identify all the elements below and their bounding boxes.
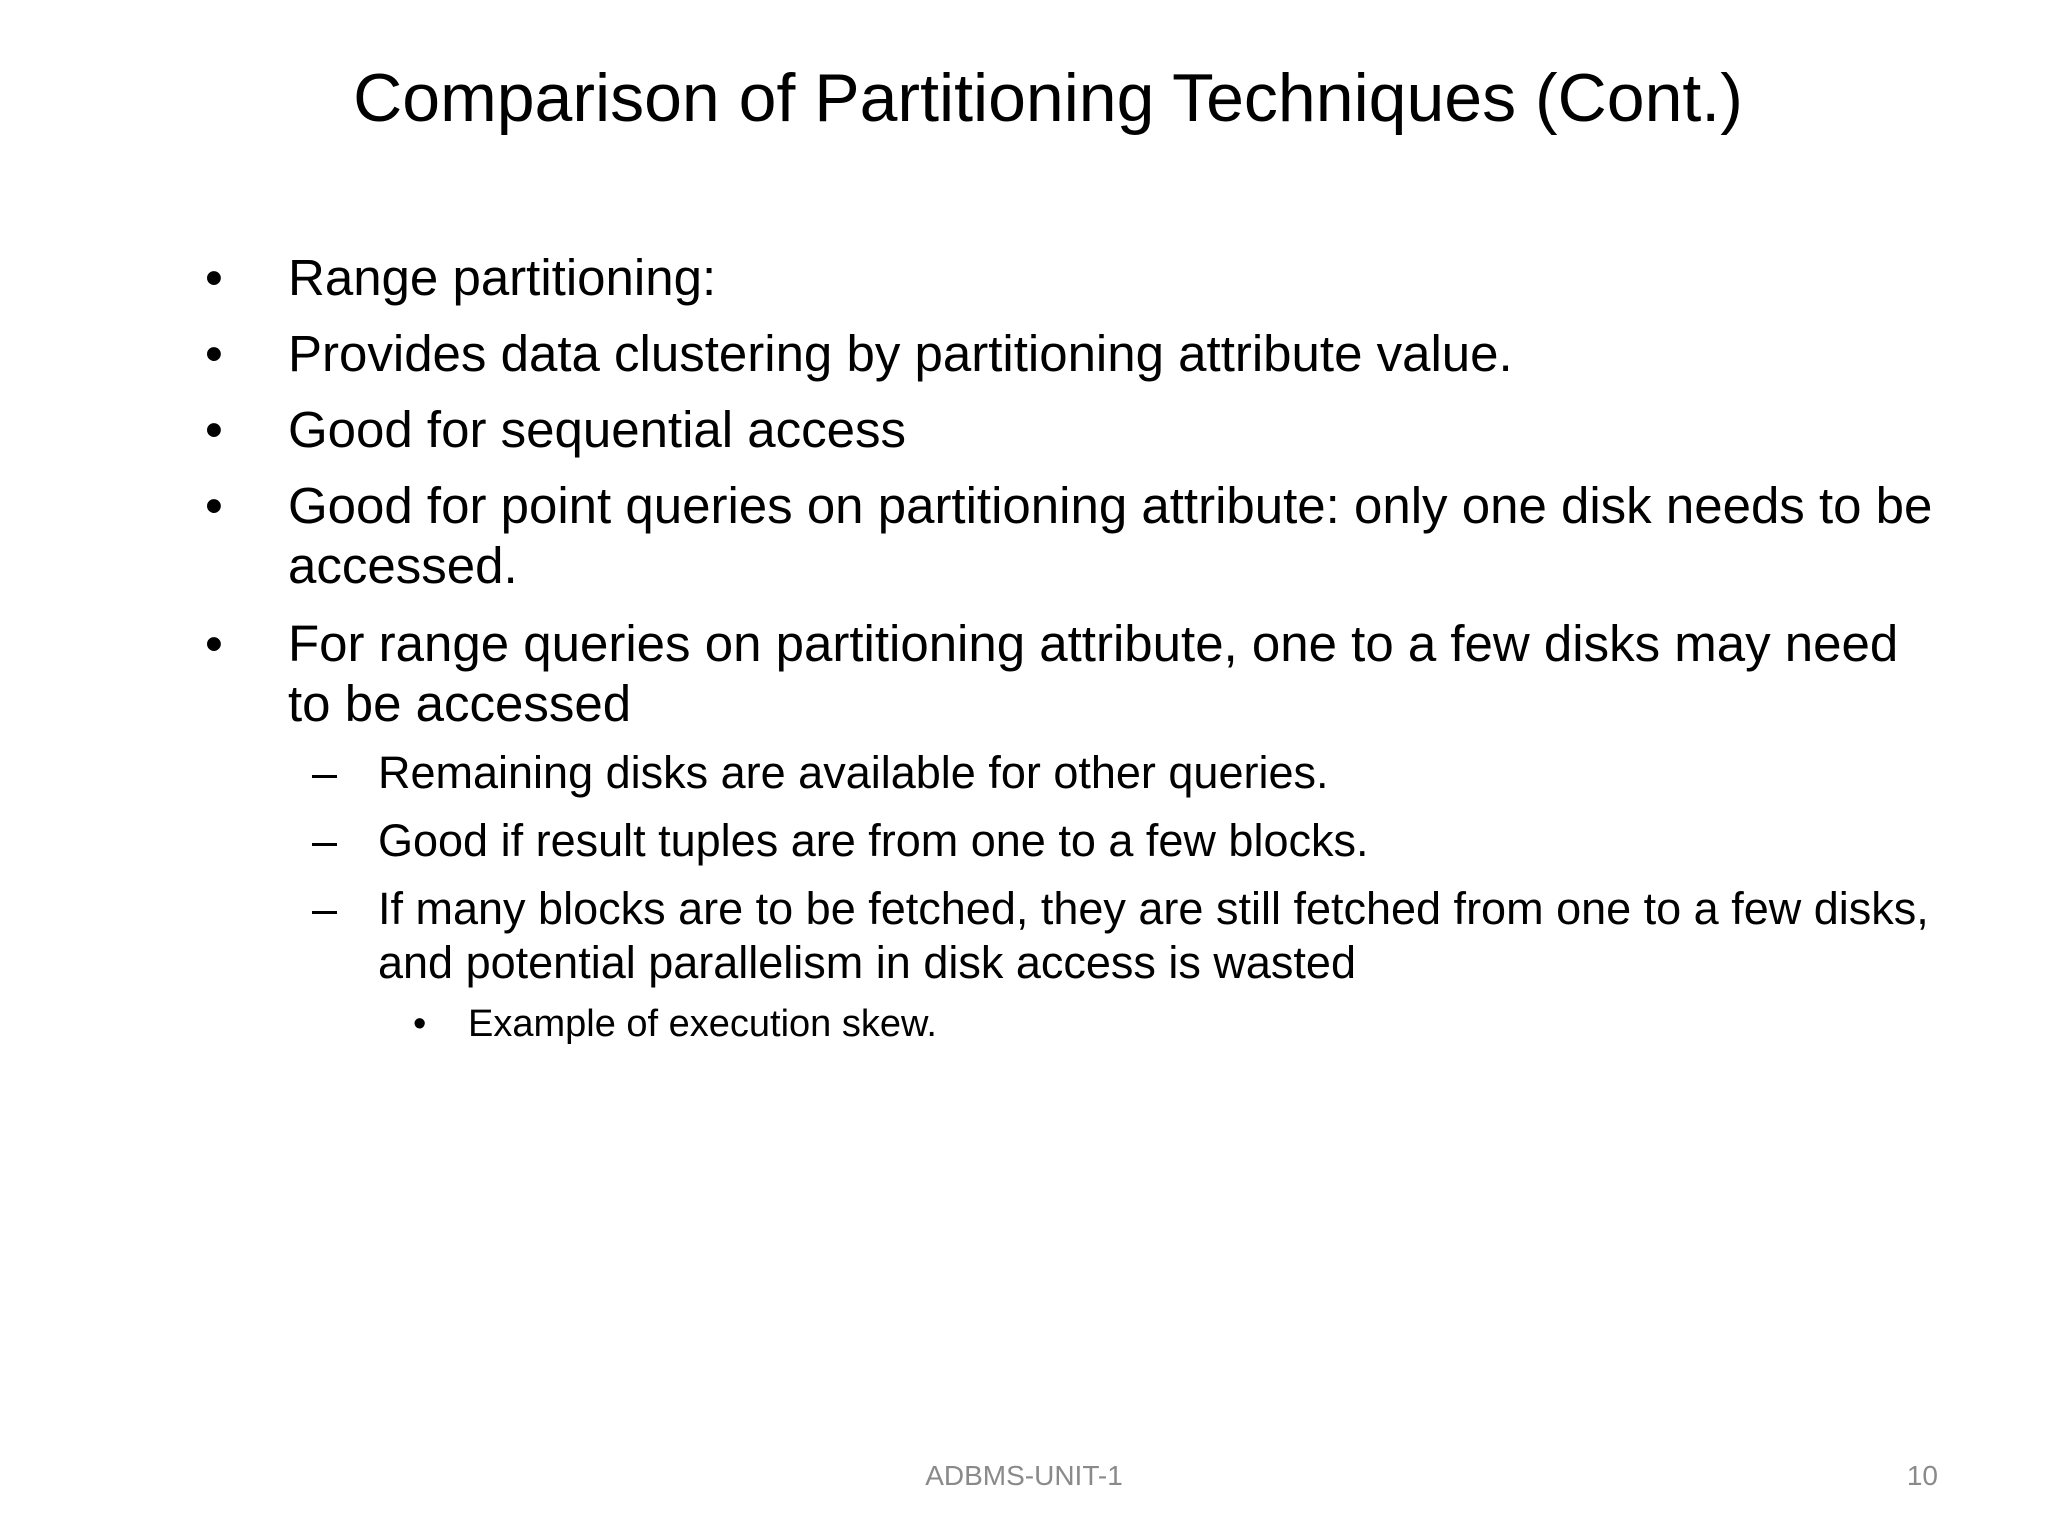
bullet-icon: • xyxy=(205,401,223,458)
sub-bullet-text: Good if result tuples are from one to a few blocks. xyxy=(378,815,1369,866)
sub-sub-bullet-text: Example of execution skew. xyxy=(468,1003,937,1045)
bullet-item xyxy=(200,476,1940,596)
bullet-item xyxy=(200,400,1940,460)
slide-title: Comparison of Partitioning Techniques (Cont.) xyxy=(353,60,1743,136)
dash-icon: – xyxy=(312,747,338,798)
bullet-item xyxy=(200,324,1940,384)
sub-sub-bullet-item xyxy=(200,1000,1940,1048)
bullet-text: Provides data clustering by partitioning attribute value. xyxy=(288,325,1513,382)
bullet-icon: • xyxy=(413,1003,427,1045)
sub-bullet-text: If many blocks are to be fetched, they are still fetched from one to a few disks, and potential parallelism in disk access is wasted xyxy=(378,883,1929,988)
bullet-icon: • xyxy=(205,477,223,534)
bullet-icon: • xyxy=(205,615,223,672)
bullet-icon: • xyxy=(205,249,223,306)
dash-icon: – xyxy=(312,815,338,866)
bullet-icon: • xyxy=(205,325,223,382)
bullet-text: For range queries on partitioning attribute, one to a few disks may need to be accessed xyxy=(288,615,1899,732)
bullet-item xyxy=(200,248,1940,308)
bullet-text: Good for point queries on partitioning attribute: only one disk needs to be accessed. xyxy=(288,477,1933,594)
dash-icon: – xyxy=(312,883,338,934)
bullet-item xyxy=(200,614,1940,734)
sub-bullet-item xyxy=(200,814,1940,868)
sub-bullet-item xyxy=(200,882,1940,990)
sub-bullet-item xyxy=(200,746,1940,800)
slide-footer: ADBMS-UNIT-1 xyxy=(925,1460,1123,1491)
bullet-list xyxy=(200,248,1940,1048)
bullet-text: Range partitioning: xyxy=(288,249,717,306)
sub-bullet-text: Remaining disks are available for other queries. xyxy=(378,747,1329,798)
bullet-text: Good for sequential access xyxy=(288,401,907,458)
page-number: 10 xyxy=(1906,1460,1938,1491)
